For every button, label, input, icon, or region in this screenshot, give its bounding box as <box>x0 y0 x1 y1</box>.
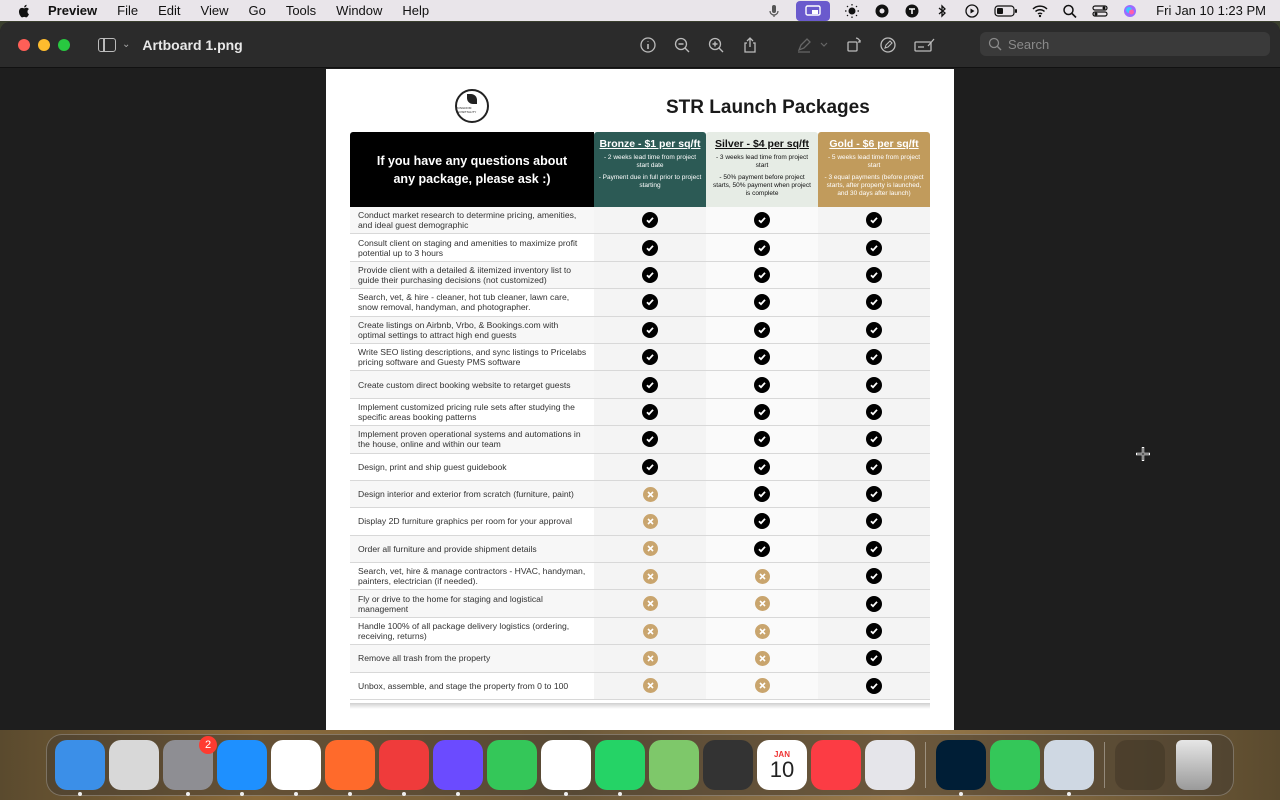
x-icon <box>755 651 770 666</box>
notification-badge: 2 <box>199 736 217 754</box>
tier-cell <box>594 454 706 480</box>
tier-cell <box>818 590 930 616</box>
tier-cell <box>594 481 706 507</box>
tier-cell <box>706 673 818 699</box>
check-icon <box>866 322 882 338</box>
tier-cell <box>818 536 930 562</box>
siri-icon[interactable] <box>1122 4 1138 18</box>
running-indicator <box>456 792 460 796</box>
package-detail: - 3 equal payments (before project starts, after property is launched, and 30 days after launch) <box>824 174 924 197</box>
play-icon[interactable] <box>964 4 980 18</box>
tier-cell <box>594 536 706 562</box>
artboard-title: STR Launch Packages <box>666 97 870 118</box>
menu-bar <box>0 0 1280 21</box>
running-indicator <box>186 792 190 796</box>
screen-studio-icon[interactable] <box>433 740 483 790</box>
x-icon <box>643 678 658 693</box>
package-detail: - Payment due in full prior to project starting <box>598 174 702 189</box>
check-icon <box>754 294 770 310</box>
tier-cell <box>594 262 706 288</box>
whatsapp-icon[interactable] <box>595 740 645 790</box>
calendar-month: JAN <box>773 749 790 759</box>
check-icon <box>642 459 658 475</box>
logo-brand-text: KINGDOM HOSPITALITY <box>457 106 477 114</box>
microphone-icon[interactable] <box>766 4 782 18</box>
check-icon <box>866 678 882 694</box>
feature-label: Remove all trash from the property <box>350 645 594 671</box>
table-row <box>350 399 930 426</box>
check-icon <box>754 349 770 365</box>
x-icon <box>643 651 658 666</box>
running-indicator <box>348 792 352 796</box>
toolbar-tools <box>640 22 936 68</box>
finder-icon[interactable] <box>55 740 105 790</box>
rotate-icon[interactable] <box>846 37 862 53</box>
feature-label: Consult client on staging and amenities to maximize profit potential up to 3 hours <box>358 237 578 258</box>
trash-icon[interactable] <box>1176 740 1212 790</box>
tier-cell <box>818 317 930 343</box>
table-row <box>350 481 930 508</box>
check-icon <box>866 240 882 256</box>
tier-cell <box>706 289 818 315</box>
check-icon <box>754 322 770 338</box>
dock-separator <box>925 742 926 788</box>
tier-cell <box>594 673 706 699</box>
x-icon <box>643 624 658 639</box>
tier-cell <box>818 563 930 589</box>
document-title[interactable]: Artboard 1.png <box>142 36 243 53</box>
x-icon <box>643 514 658 529</box>
feature-label: Conduct market research to determine pricing, amenities, and ideal guest demographic <box>350 207 594 233</box>
tier-cell <box>594 645 706 671</box>
chrome-icon[interactable] <box>874 4 890 18</box>
dock-separator <box>1104 742 1105 788</box>
feature-label: Handle 100% of all package delivery logistics (ordering, receiving, returns) <box>358 621 570 642</box>
check-icon <box>754 240 770 256</box>
brightness-icon[interactable] <box>844 4 860 18</box>
tier-cell <box>594 234 706 260</box>
running-indicator <box>78 792 82 796</box>
table-row <box>350 371 930 398</box>
feature-label: Create custom direct booking website to retarget guests <box>350 371 594 397</box>
check-icon <box>754 431 770 447</box>
check-icon <box>754 212 770 228</box>
tier-cell <box>594 317 706 343</box>
preview-window <box>0 22 1280 730</box>
downloads-stack-icon[interactable] <box>1115 740 1165 790</box>
feature-rows <box>350 207 930 700</box>
check-icon <box>866 294 882 310</box>
bluetooth-icon[interactable] <box>934 4 950 18</box>
tier-cell <box>706 207 818 233</box>
x-icon <box>643 569 658 584</box>
running-indicator <box>618 792 622 796</box>
feature-label: Search, vet, hire & manage contractors - HVAC, handyman, painters, electrician (if needed). <box>358 566 586 587</box>
tier-cell <box>706 481 818 507</box>
packages-table <box>350 132 930 700</box>
check-icon <box>866 541 882 557</box>
table-row <box>350 536 930 563</box>
table-row <box>350 289 930 316</box>
check-icon <box>866 431 882 447</box>
feature-label: Design interior and exterior from scratch (furniture, paint) <box>350 481 594 507</box>
x-icon <box>643 596 658 611</box>
calendar-day: 10 <box>769 756 795 782</box>
artboard-page <box>326 69 954 730</box>
check-icon <box>642 431 658 447</box>
running-indicator <box>402 792 406 796</box>
package-name: Gold - $6 per sq/ft <box>829 138 919 150</box>
check-icon <box>866 267 882 283</box>
battery-icon[interactable] <box>994 4 1018 18</box>
package-bronze <box>594 132 706 207</box>
x-icon <box>643 487 658 502</box>
sidebar-toggle-icon[interactable] <box>98 38 116 52</box>
share-icon[interactable] <box>742 37 758 53</box>
tier-cell <box>706 426 818 452</box>
feature-label: Implement customized pricing rule sets after studying the specific areas booking patterns <box>358 401 575 422</box>
check-icon <box>754 459 770 475</box>
tier-cell <box>594 563 706 589</box>
package-detail: - 3 weeks lead time from project start <box>715 154 809 169</box>
markup-icon[interactable] <box>880 37 896 53</box>
check-icon <box>866 623 882 639</box>
tier-cell <box>706 536 818 562</box>
tier-cell <box>706 317 818 343</box>
anydesk-icon[interactable] <box>379 740 429 790</box>
zoom-button[interactable] <box>58 39 70 51</box>
menu-file[interactable]: File <box>117 3 139 18</box>
tier-cell <box>818 289 930 315</box>
tier-cell <box>594 426 706 452</box>
zoom-out-icon[interactable] <box>674 37 690 53</box>
highlight-icon[interactable] <box>796 37 812 53</box>
tier-cell <box>594 289 706 315</box>
launchpad-icon[interactable] <box>109 740 159 790</box>
tier-cell <box>706 234 818 260</box>
form-fill-icon[interactable] <box>914 37 936 53</box>
tier-cell <box>818 454 930 480</box>
table-row <box>350 645 930 672</box>
table-shadow <box>350 703 930 709</box>
feature-label: Fly or drive to the home for staging and logistical management <box>350 590 594 616</box>
logo-leaf-icon <box>467 94 477 104</box>
search-field-icon <box>988 37 1002 51</box>
feature-label: Provide client with a detailed & iitemized inventory list to guide their purchasing decisions (not customized) <box>350 262 594 288</box>
tier-cell <box>818 426 930 452</box>
status-area <box>766 0 1266 21</box>
check-icon <box>642 322 658 338</box>
table-row <box>350 454 930 481</box>
check-icon <box>866 568 882 584</box>
tier-cell <box>818 344 930 370</box>
table-row <box>350 590 930 617</box>
x-icon <box>755 678 770 693</box>
zoom-in-icon[interactable] <box>708 37 724 53</box>
table-row <box>350 317 930 344</box>
iphone-mirroring-icon[interactable] <box>865 740 915 790</box>
check-icon <box>866 596 882 612</box>
tier-cell <box>594 207 706 233</box>
table-row <box>350 262 930 289</box>
wifi-icon[interactable] <box>1032 4 1048 18</box>
close-button[interactable] <box>18 39 30 51</box>
check-icon <box>866 486 882 502</box>
package-detail: - 5 weeks lead time from project start <box>827 154 921 169</box>
tldraw-icon[interactable] <box>325 740 375 790</box>
tier-cell <box>818 618 930 644</box>
check-icon <box>642 212 658 228</box>
feature-label: Design, print and ship guest guidebook <box>358 461 507 472</box>
window-controls <box>18 39 70 51</box>
search-input[interactable] <box>1008 37 1248 52</box>
minimize-button[interactable] <box>38 39 50 51</box>
feature-label: Order all furniture and provide shipment details <box>350 536 594 562</box>
search-icon[interactable] <box>1062 4 1078 18</box>
table-row <box>350 673 930 700</box>
tier-cell <box>706 590 818 616</box>
table-row <box>350 207 930 234</box>
questions-box: If you have any questions about any package, please ask :) <box>350 132 594 207</box>
tldraw-icon[interactable] <box>904 4 920 18</box>
running-indicator <box>240 792 244 796</box>
tier-cell <box>818 371 930 397</box>
check-icon <box>642 267 658 283</box>
menu-app-name[interactable]: Preview <box>48 3 98 18</box>
check-icon <box>754 404 770 420</box>
x-icon <box>755 569 770 584</box>
calendar-icon[interactable] <box>757 740 807 790</box>
package-name: Silver - $4 per sq/ft <box>715 138 809 150</box>
tier-cell <box>818 234 930 260</box>
x-icon <box>755 624 770 639</box>
tier-cell <box>818 673 930 699</box>
menu-window[interactable]: Window <box>336 3 383 18</box>
feature-label: Write SEO listing descriptions, and sync listings to Pricelabs pricing software and Guesty PMS software <box>358 347 587 368</box>
control-center-icon[interactable] <box>1092 4 1108 18</box>
search-field[interactable] <box>980 32 1270 56</box>
check-icon <box>866 513 882 529</box>
preview-icon[interactable] <box>1044 740 1094 790</box>
table-row <box>350 234 930 261</box>
feature-label: Implement proven operational systems and automations in the house, online and within our team <box>350 426 594 452</box>
table-row <box>350 508 930 535</box>
tier-cell <box>818 262 930 288</box>
slack-icon[interactable] <box>541 740 591 790</box>
tier-cell <box>706 371 818 397</box>
tier-cell <box>706 645 818 671</box>
feature-label: Search, vet, & hire - cleaner, hot tub cleaner, lawn care, snow removal, handyman, and photographer. <box>358 292 570 313</box>
table-row <box>350 426 930 453</box>
tier-cell <box>706 508 818 534</box>
tier-cell <box>706 344 818 370</box>
chrome-icon[interactable] <box>271 740 321 790</box>
menu-view[interactable]: View <box>200 3 229 18</box>
check-icon <box>642 240 658 256</box>
highlight-chevron-icon[interactable] <box>820 37 828 53</box>
photoshop-icon[interactable] <box>936 740 986 790</box>
tier-cell <box>818 508 930 534</box>
system-settings-icon[interactable] <box>163 740 213 790</box>
table-row <box>350 563 930 590</box>
package-detail: - 50% payment before project starts, 50% payment when project is complete <box>713 174 811 197</box>
safari-icon[interactable] <box>217 740 267 790</box>
x-icon <box>755 596 770 611</box>
package-detail: - 2 weeks lead time from project start date <box>603 154 697 169</box>
maps-icon[interactable] <box>649 740 699 790</box>
package-name: Bronze - $1 per sq/ft <box>599 138 701 150</box>
package-silver <box>706 132 818 207</box>
check-icon <box>866 404 882 420</box>
running-indicator <box>959 792 963 796</box>
check-icon <box>754 267 770 283</box>
tier-cell <box>818 645 930 671</box>
tier-cell <box>594 371 706 397</box>
feature-label: Create listings on Airbnb, Vrbo, & Bookings.com with optimal settings to attract high end guests <box>350 317 594 343</box>
chevron-down-icon[interactable]: ⌄ <box>122 39 131 50</box>
table-header <box>350 132 930 207</box>
tier-cell <box>594 399 706 425</box>
x-icon <box>643 541 658 556</box>
check-icon <box>754 486 770 502</box>
crosshair-cursor-icon <box>1136 447 1150 461</box>
check-icon <box>642 404 658 420</box>
menu-edit[interactable]: Edit <box>158 3 181 18</box>
check-icon <box>866 212 882 228</box>
check-icon <box>754 541 770 557</box>
check-icon <box>754 513 770 529</box>
check-icon <box>866 459 882 475</box>
check-icon <box>642 294 658 310</box>
messages-icon[interactable] <box>487 740 537 790</box>
menu-go[interactable]: Go <box>248 3 266 18</box>
tier-cell <box>818 481 930 507</box>
document-canvas[interactable] <box>0 69 1280 730</box>
tier-cell <box>594 618 706 644</box>
tier-cell <box>706 618 818 644</box>
screen-mirror-icon[interactable] <box>796 1 830 21</box>
info-icon[interactable] <box>640 37 656 53</box>
running-indicator <box>1067 792 1071 796</box>
tier-cell <box>594 590 706 616</box>
check-icon <box>642 349 658 365</box>
table-row <box>350 344 930 371</box>
window-toolbar <box>0 22 1280 68</box>
dock <box>46 734 1234 796</box>
tier-cell <box>706 563 818 589</box>
package-gold <box>818 132 930 207</box>
check-icon <box>754 377 770 393</box>
menu-help[interactable]: Help <box>402 3 430 18</box>
kingdom-logo <box>455 89 489 123</box>
apple-icon[interactable] <box>16 3 32 19</box>
check-icon <box>866 349 882 365</box>
check-icon <box>642 377 658 393</box>
tier-cell <box>818 207 930 233</box>
check-icon <box>866 650 882 666</box>
tier-cell <box>706 399 818 425</box>
tier-cell <box>706 262 818 288</box>
tier-cell <box>706 454 818 480</box>
menu-clock[interactable]: Fri Jan 10 1:23 PM <box>1156 3 1266 18</box>
tier-cell <box>818 399 930 425</box>
table-row <box>350 618 930 645</box>
menu-tools[interactable]: Tools <box>285 3 317 18</box>
calculator-icon[interactable] <box>703 740 753 790</box>
check-icon <box>866 377 882 393</box>
feature-label: Display 2D furniture graphics per room for your approval <box>358 516 572 527</box>
tier-cell <box>594 508 706 534</box>
feature-label: Unbox, assemble, and stage the property from 0 to 100 <box>358 680 569 691</box>
tier-cell <box>594 344 706 370</box>
facetime-icon[interactable] <box>990 740 1040 790</box>
music-icon[interactable] <box>811 740 861 790</box>
running-indicator <box>564 792 568 796</box>
running-indicator <box>294 792 298 796</box>
